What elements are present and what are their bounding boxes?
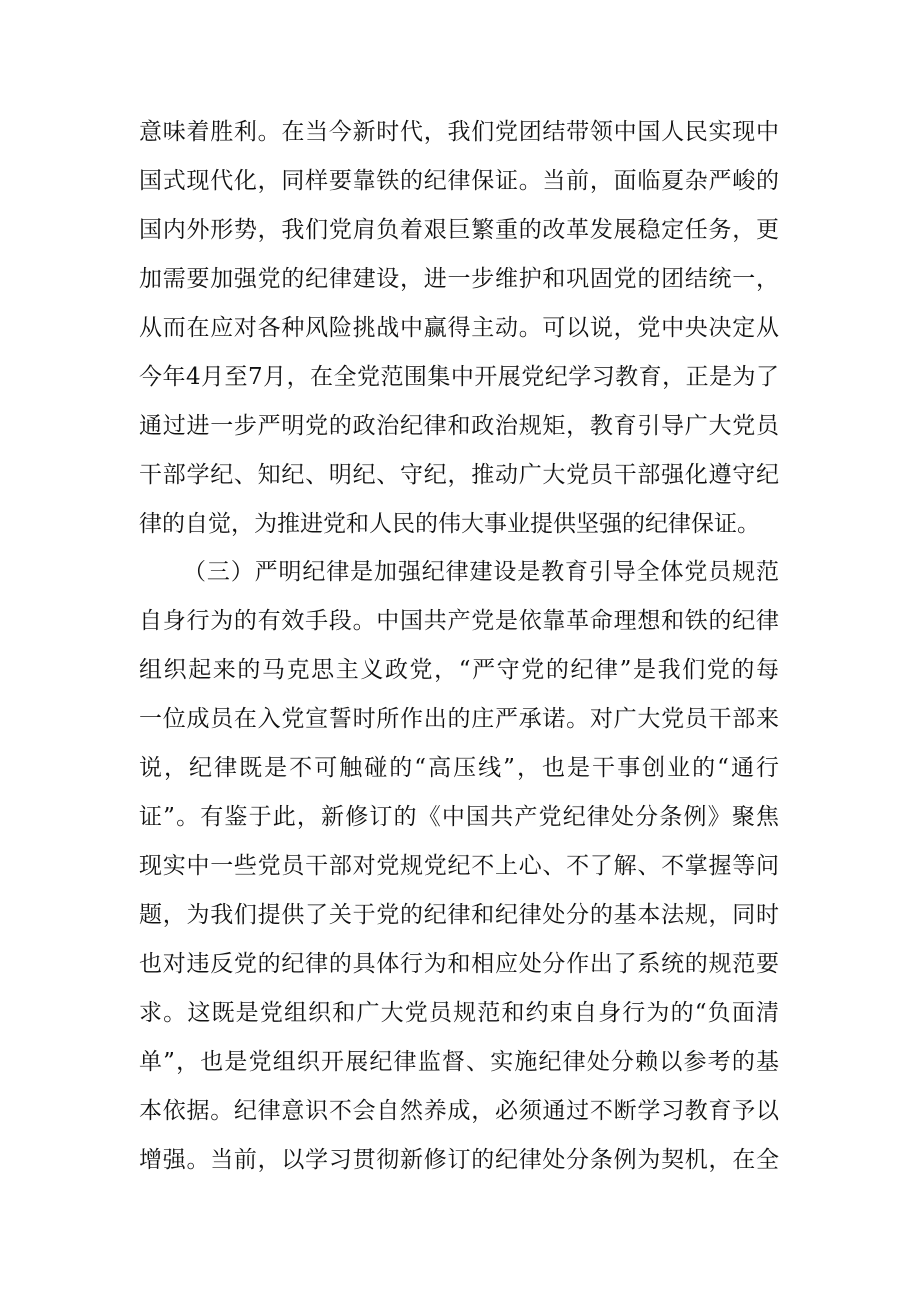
paragraph-line: 干部学纪、知纪、明纪、守纪，推动广大党员干部强化遵守纪 xyxy=(139,462,779,488)
paragraph-line: 加需要加强党的纪律建设，进一步维护和巩固党的团结统一， xyxy=(139,266,779,292)
paragraph-line: 增强。当前，以学习贯彻新修订的纪律处分条例为契机，在全 xyxy=(139,1147,779,1173)
paragraph-1 xyxy=(139,108,779,549)
paragraph-line: 也对违反党的纪律的具体行为和相应处分作出了系统的规范要 xyxy=(139,951,779,977)
paragraph-line: 自身行为的有效手段。中国共产党是依靠革命理想和铁的纪律 xyxy=(139,608,779,634)
paragraph-line: 组织起来的马克思主义政党，“严守党的纪律”是我们党的每 xyxy=(139,657,779,683)
paragraph-line: 说，纪律既是不可触碰的“高压线”，也是干事创业的“通行 xyxy=(139,755,779,781)
paragraph-line: 国内外形势，我们党肩负着艰巨繁重的改革发展稳定任务，更 xyxy=(139,217,779,243)
paragraph-line: 律的自觉，为推进党和人民的伟大事业提供坚强的纪律保证。 xyxy=(139,511,760,537)
paragraph-line: 现实中一些党员干部对党规党纪不上心、不了解、不掌握等问 xyxy=(139,853,779,879)
paragraph-line: （三）严明纪律是加强纪律建设是教育引导全体党员规范 xyxy=(183,559,779,585)
paragraph-line: 从而在应对各种风险挑战中赢得主动。可以说，党中央决定从 xyxy=(139,315,779,341)
paragraph-line: 题，为我们提供了关于党的纪律和纪律处分的基本法规，同时 xyxy=(139,902,779,928)
paragraph-line: 意味着胜利。在当今新时代，我们党团结带领中国人民实现中 xyxy=(139,119,779,145)
paragraph-line: 国式现代化，同样要靠铁的纪律保证。当前，面临夏杂严峻的 xyxy=(139,168,779,194)
paragraph-line: 证”。有鉴于此，新修订的《中国共产党纪律处分条例》聚焦 xyxy=(139,804,779,830)
paragraph-line: 今年4月至7月，在全党范围集中开展党纪学习教育，正是为了 xyxy=(139,364,779,390)
paragraph-line: 求。这既是党组织和广大党员规范和约束自身行为的“负面清 xyxy=(139,1000,779,1026)
paragraph-2 xyxy=(139,548,779,1185)
paragraph-line: 一位成员在入党宣誓时所作出的庄严承诺。对广大党员干部来 xyxy=(139,706,779,732)
paragraph-line: 单”，也是党组织开展纪律监督、实施纪律处分赖以参考的基 xyxy=(139,1049,779,1075)
paragraph-line: 通过进一步严明党的政治纪律和政治规矩，教育引导广大党员 xyxy=(139,413,779,439)
paragraph-line: 本依据。纪律意识不会自然养成，必须通过不断学习教育予以 xyxy=(139,1098,779,1124)
